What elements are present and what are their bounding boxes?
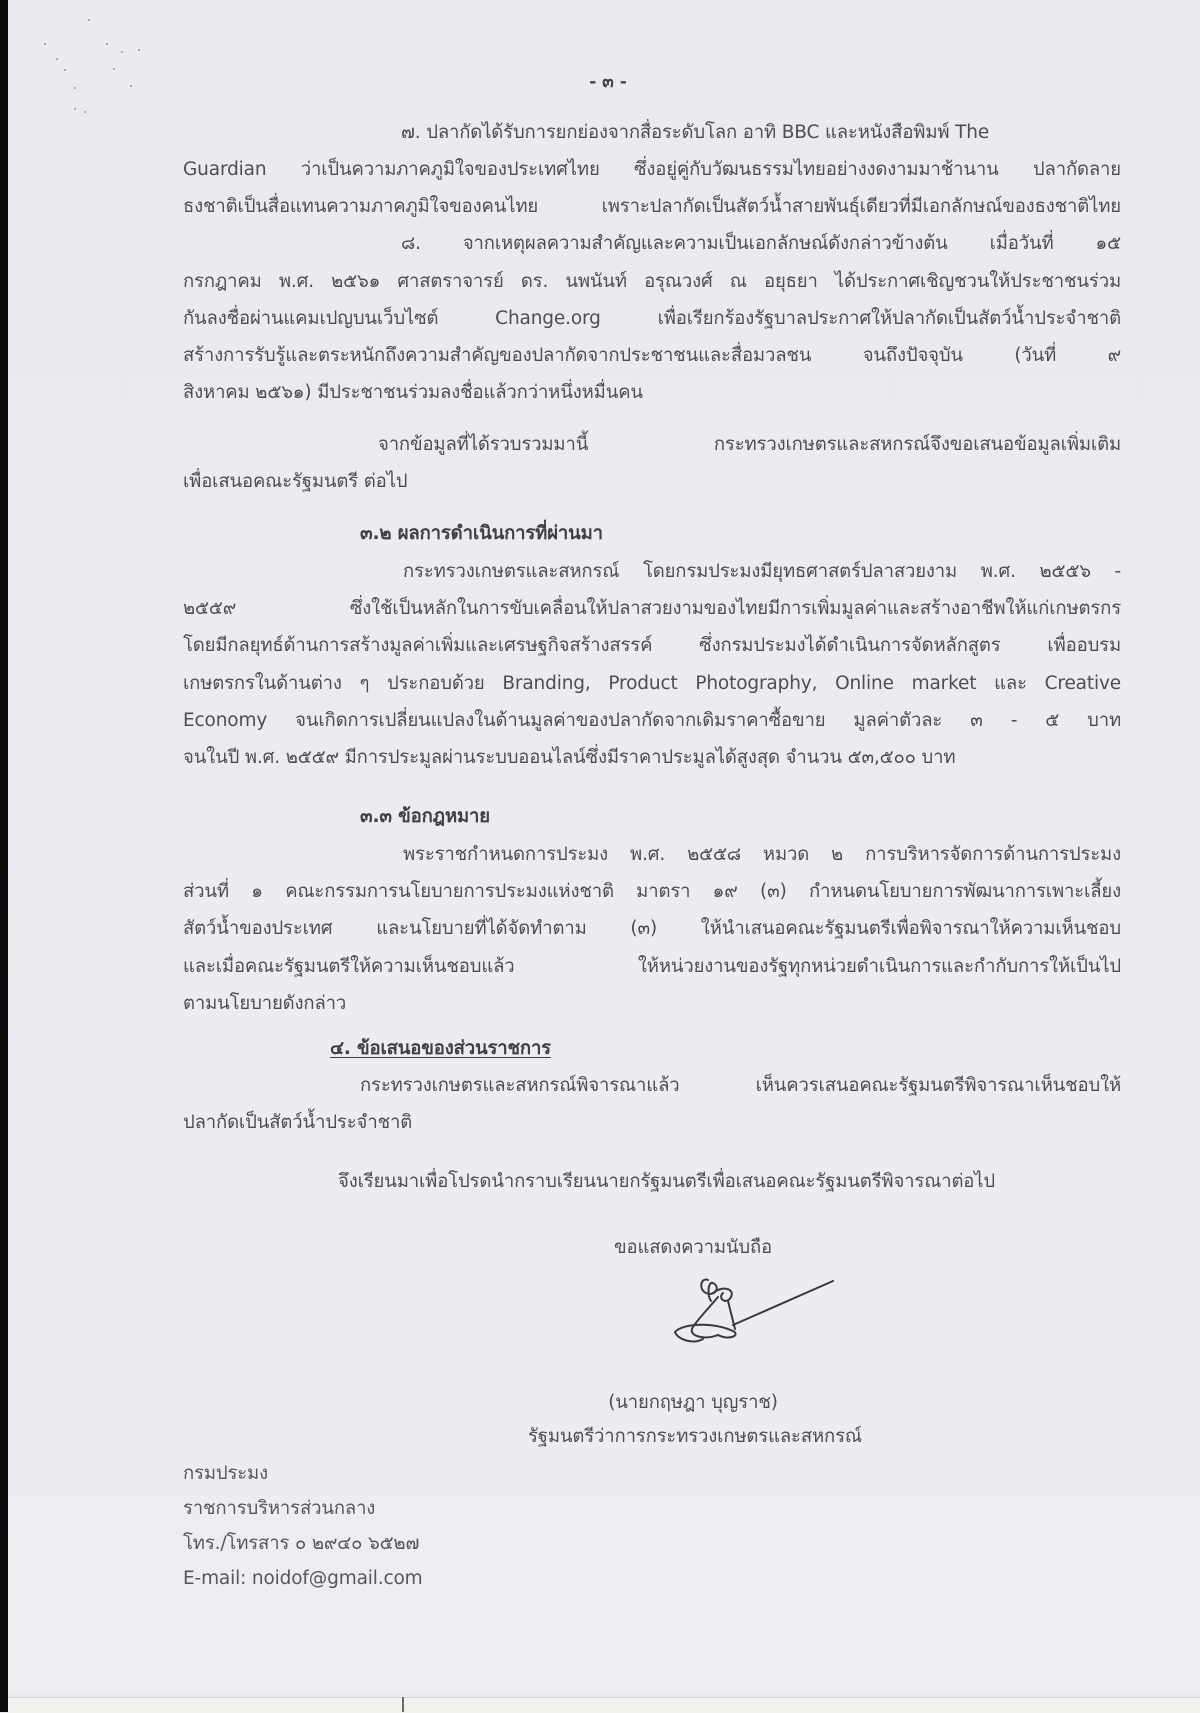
closing-request: จึงเรียนมาเพื่อโปรดนำกราบเรียนนายกรัฐมนตรีเพื่อเสนอคณะรัฐมนตรีพิจารณาต่อไป [338, 1171, 996, 1192]
text-line: เพื่อเสนอคณะรัฐมนตรี ต่อไป [183, 471, 408, 492]
section-heading: ๓.๒ ผลการดำเนินการที่ผ่านมา [360, 523, 603, 544]
text-line: กันลงชื่อผ่านแคมเปญบนเว็บไซต์ Change.org เพื่อเรียกร้องรัฐบาลประกาศให้ปลากัดเป็นสัตว์น้ำประจำชาติ [183, 308, 1121, 329]
scan-artifact-line [402, 1697, 404, 1712]
text-line: โดยมีกลยุทธ์ด้านการสร้างมูลค่าเพิ่มและเศรษฐกิจสร้างสรรค์ ซึ่งกรมประมงได้ดำเนินการจัดหลักสูตร เพื่ออบรม [183, 635, 1121, 656]
contact-email: E-mail: noidof@gmail.com [183, 1568, 423, 1589]
signer-name: (นายกฤษฎา บุญราช) [608, 1392, 778, 1413]
text-line: Guardian ว่าเป็นความภาคภูมิใจของประเทศไทย ซึ่งอยู่คู่กับวัฒนธรรมไทยอย่างงดงามมาช้านาน ปลากัดลาย [183, 159, 1121, 180]
page-number: - ๓ - [589, 72, 627, 92]
scan-bottom-edge [8, 1697, 1200, 1713]
text-line: ธงชาติเป็นสื่อแทนความภาคภูมิใจของคนไทย เพราะปลากัดเป็นสัตว์น้ำสายพันธุ์เดียวที่มีเอกลักษณ์ของธงชาติไทย [183, 196, 1121, 217]
text-line: ๘. จากเหตุผลความสำคัญและความเป็นเอกลักษณ์ดังกล่าวข้างต้น เมื่อวันที่ ๑๕ [401, 233, 1121, 254]
text-line: กรกฎาคม พ.ศ. ๒๕๖๑ ศาสตราจารย์ ดร. นพนันท์ อรุณวงศ์ ณ อยุธยา ได้ประกาศเชิญชวนให้ประชาชนร่วม [183, 271, 1121, 292]
text-line: สิงหาคม ๒๕๖๑) มีประชาชนร่วมลงชื่อแล้วกว่าหนึ่งหมื่นคน [183, 382, 643, 403]
text-line: กระทรวงเกษตรและสหกรณ์ โดยกรมประมงมียุทธศาสตร์ปลาสวยงาม พ.ศ. ๒๕๕๖ - [403, 561, 1121, 582]
section-heading: ๓.๓ ข้อกฎหมาย [360, 806, 490, 827]
text-line: Economy จนเกิดการเปลี่ยนแปลงในด้านมูลค่าของปลากัดจากเดิมราคาซื้อขาย มูลค่าตัวละ ๓ - ๕ บาท [183, 710, 1121, 731]
contact-department: กรมประมง [183, 1463, 268, 1484]
text-line: ส่วนที่ ๑ คณะกรรมการนโยบายการประมงแห่งชาติ มาตรา ๑๙ (๓) กำหนดนโยบายการพัฒนาการเพาะเลี้ยง [183, 881, 1121, 902]
text-line: สัตว์น้ำของประเทศ และนโยบายที่ได้จัดทำตาม (๓) ให้นำเสนอคณะรัฐมนตรีเพื่อพิจารณาให้ความเห็นชอบ [183, 918, 1121, 939]
text-line: ปลากัดเป็นสัตว์น้ำประจำชาติ [183, 1112, 413, 1133]
text-line: และเมื่อคณะรัฐมนตรีให้ความเห็นชอบแล้ว ให้หน่วยงานของรัฐทุกหน่วยดำเนินการและกำกับการให้เป็นไป [183, 956, 1121, 977]
contact-division: ราชการบริหารส่วนกลาง [183, 1498, 376, 1519]
signer-title: รัฐมนตรีว่าการกระทรวงเกษตรและสหกรณ์ [528, 1426, 862, 1447]
text-line: จากข้อมูลที่ได้รวบรวมมานี้ กระทรวงเกษตรและสหกรณ์จึงขอเสนอข้อมูลเพิ่มเติม [378, 434, 1121, 455]
text-line: พระราชกำหนดการประมง พ.ศ. ๒๕๕๘ หมวด ๒ การบริหารจัดการด้านการประมง [403, 844, 1121, 865]
text-line: จนในปี พ.ศ. ๒๕๕๙ มีการประมูลผ่านระบบออนไลน์ซึ่งมีราคาประมูลได้สูงสุด จำนวน ๕๓,๕๐๐ บาท [183, 747, 956, 768]
scan-left-edge [0, 0, 8, 1712]
text-line: เกษตรกรในด้านต่าง ๆ ประกอบด้วย Branding, Product Photography, Online market และ Creative [183, 673, 1121, 694]
section-heading: ๔. ข้อเสนอของส่วนราชการ [330, 1038, 551, 1059]
text-line: กระทรวงเกษตรและสหกรณ์พิจารณาแล้ว เห็นควรเสนอคณะรัฐมนตรีพิจารณาเห็นชอบให้ [360, 1075, 1121, 1096]
text-line: ตามนโยบายดังกล่าว [183, 993, 347, 1014]
document-page [8, 0, 1200, 1695]
signature-image [673, 1275, 853, 1355]
salutation: ขอแสดงความนับถือ [614, 1237, 772, 1258]
text-line: ๗. ปลากัดได้รับการยกย่องจากสื่อระดับโลก อาทิ BBC และหนังสือพิมพ์ The [401, 122, 990, 143]
text-line: สร้างการรับรู้และตระหนักถึงความสำคัญของปลากัดจากประชาชนและสื่อมวลชน จนถึงปัจจุบัน (วันที่ ๙ [183, 345, 1121, 366]
scan-specks [38, 15, 148, 115]
contact-phone-fax: โทร./โทรสาร ๐ ๒๙๔๐ ๖๕๒๗ [183, 1533, 420, 1554]
text-line: ๒๕๕๙ ซึ่งใช้เป็นหลักในการขับเคลื่อนให้ปลาสวยงามของไทยมีการเพิ่มมูลค่าและสร้างอาชีพให้แก่เกษตรกร [183, 598, 1121, 619]
